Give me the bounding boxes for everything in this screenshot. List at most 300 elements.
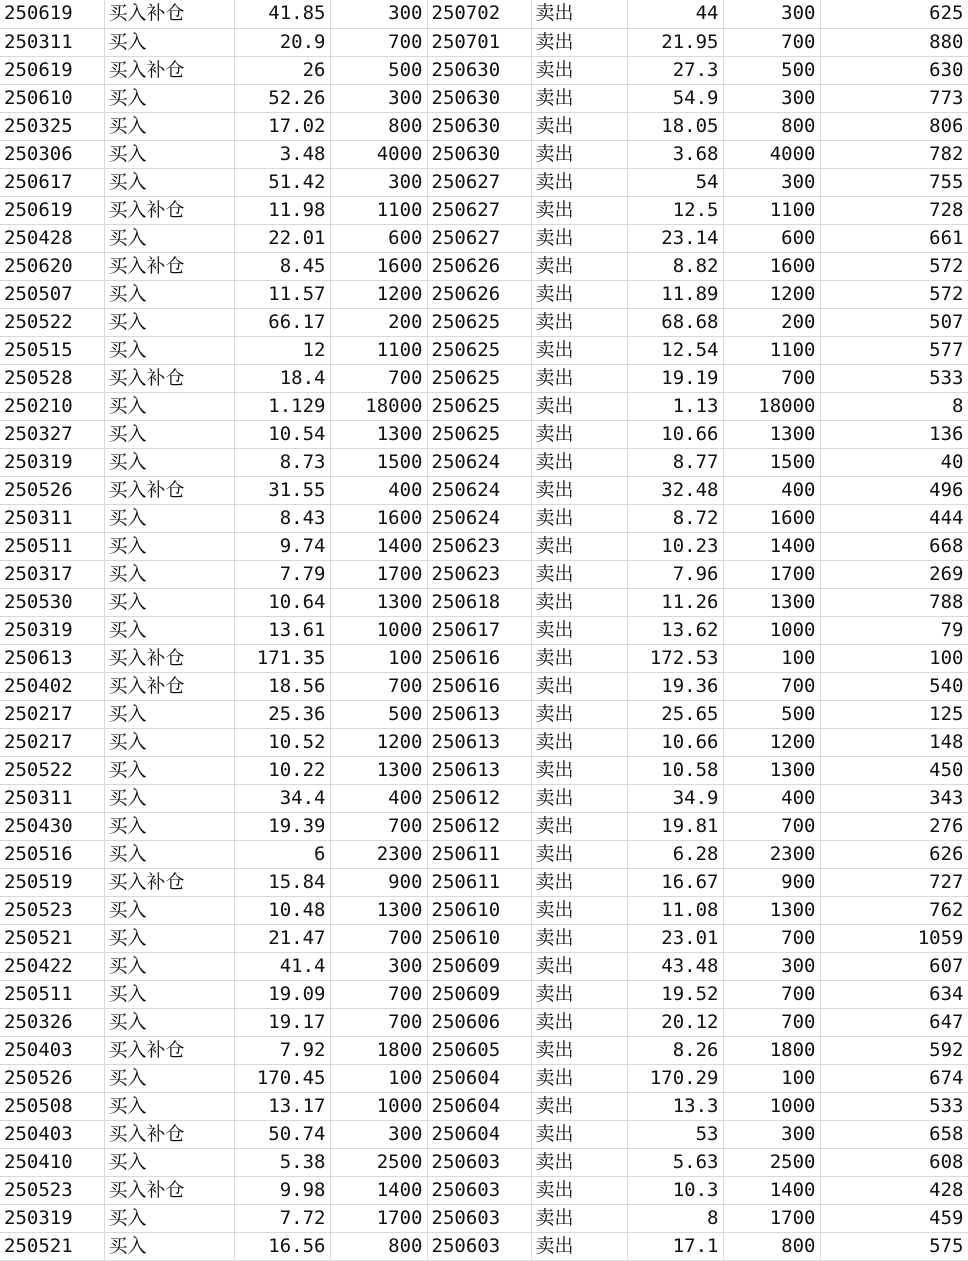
sell-action-cell[interactable]: 卖出 bbox=[531, 756, 627, 784]
sell-price-cell[interactable]: 20.12 bbox=[627, 1008, 723, 1036]
sell-quantity-cell[interactable]: 1400 bbox=[723, 1176, 820, 1204]
profit-cell[interactable]: 343 bbox=[820, 784, 968, 812]
profit-cell[interactable]: 450 bbox=[820, 756, 968, 784]
sell-price-cell[interactable]: 170.29 bbox=[627, 1064, 723, 1092]
sell-action-cell[interactable]: 卖出 bbox=[531, 364, 627, 392]
sell-date-cell[interactable]: 250623 bbox=[427, 560, 531, 588]
buy-quantity-cell[interactable]: 800 bbox=[330, 112, 427, 140]
sell-price-cell[interactable]: 172.53 bbox=[627, 644, 723, 672]
buy-price-cell[interactable]: 10.52 bbox=[234, 728, 330, 756]
sell-price-cell[interactable]: 23.14 bbox=[627, 224, 723, 252]
profit-cell[interactable]: 1059 bbox=[820, 924, 968, 952]
buy-quantity-cell[interactable]: 4000 bbox=[330, 140, 427, 168]
profit-cell[interactable]: 148 bbox=[820, 728, 968, 756]
sell-action-cell[interactable]: 卖出 bbox=[531, 280, 627, 308]
sell-quantity-cell[interactable]: 800 bbox=[723, 1232, 820, 1260]
buy-date-cell[interactable]: 250311 bbox=[0, 784, 104, 812]
profit-cell[interactable]: 788 bbox=[820, 588, 968, 616]
buy-price-cell[interactable]: 11.57 bbox=[234, 280, 330, 308]
buy-quantity-cell[interactable]: 400 bbox=[330, 784, 427, 812]
buy-date-cell[interactable]: 250217 bbox=[0, 728, 104, 756]
buy-action-cell[interactable]: 买入 bbox=[104, 84, 234, 112]
buy-date-cell[interactable]: 250619 bbox=[0, 0, 104, 28]
buy-date-cell[interactable]: 250516 bbox=[0, 840, 104, 868]
buy-action-cell[interactable]: 买入 bbox=[104, 588, 234, 616]
sell-date-cell[interactable]: 250625 bbox=[427, 392, 531, 420]
buy-quantity-cell[interactable]: 2300 bbox=[330, 840, 427, 868]
buy-action-cell[interactable]: 买入 bbox=[104, 420, 234, 448]
buy-quantity-cell[interactable]: 1500 bbox=[330, 448, 427, 476]
sell-action-cell[interactable]: 卖出 bbox=[531, 868, 627, 896]
buy-price-cell[interactable]: 10.54 bbox=[234, 420, 330, 448]
profit-cell[interactable]: 674 bbox=[820, 1064, 968, 1092]
sell-date-cell[interactable]: 250624 bbox=[427, 476, 531, 504]
sell-price-cell[interactable]: 11.26 bbox=[627, 588, 723, 616]
buy-action-cell[interactable]: 买入补仓 bbox=[104, 56, 234, 84]
sell-quantity-cell[interactable]: 1600 bbox=[723, 252, 820, 280]
profit-cell[interactable]: 540 bbox=[820, 672, 968, 700]
buy-date-cell[interactable]: 250217 bbox=[0, 700, 104, 728]
buy-date-cell[interactable]: 250619 bbox=[0, 196, 104, 224]
profit-cell[interactable]: 762 bbox=[820, 896, 968, 924]
sell-price-cell[interactable]: 12.54 bbox=[627, 336, 723, 364]
sell-quantity-cell[interactable]: 1300 bbox=[723, 420, 820, 448]
profit-cell[interactable]: 572 bbox=[820, 252, 968, 280]
sell-quantity-cell[interactable]: 400 bbox=[723, 476, 820, 504]
profit-cell[interactable]: 444 bbox=[820, 504, 968, 532]
buy-price-cell[interactable]: 13.17 bbox=[234, 1092, 330, 1120]
buy-date-cell[interactable]: 250326 bbox=[0, 1008, 104, 1036]
buy-quantity-cell[interactable]: 1400 bbox=[330, 532, 427, 560]
sell-price-cell[interactable]: 54.9 bbox=[627, 84, 723, 112]
sell-price-cell[interactable]: 27.3 bbox=[627, 56, 723, 84]
sell-price-cell[interactable]: 18.05 bbox=[627, 112, 723, 140]
buy-quantity-cell[interactable]: 1300 bbox=[330, 588, 427, 616]
sell-price-cell[interactable]: 10.23 bbox=[627, 532, 723, 560]
buy-price-cell[interactable]: 13.61 bbox=[234, 616, 330, 644]
sell-quantity-cell[interactable]: 200 bbox=[723, 308, 820, 336]
sell-price-cell[interactable]: 19.36 bbox=[627, 672, 723, 700]
sell-price-cell[interactable]: 16.67 bbox=[627, 868, 723, 896]
buy-price-cell[interactable]: 9.98 bbox=[234, 1176, 330, 1204]
buy-quantity-cell[interactable]: 1600 bbox=[330, 252, 427, 280]
buy-quantity-cell[interactable]: 100 bbox=[330, 644, 427, 672]
sell-date-cell[interactable]: 250605 bbox=[427, 1036, 531, 1064]
sell-action-cell[interactable]: 卖出 bbox=[531, 588, 627, 616]
buy-action-cell[interactable]: 买入 bbox=[104, 1232, 234, 1260]
buy-action-cell[interactable]: 买入 bbox=[104, 560, 234, 588]
sell-action-cell[interactable]: 卖出 bbox=[531, 28, 627, 56]
sell-action-cell[interactable]: 卖出 bbox=[531, 1064, 627, 1092]
buy-quantity-cell[interactable]: 700 bbox=[330, 980, 427, 1008]
sell-price-cell[interactable]: 11.89 bbox=[627, 280, 723, 308]
buy-quantity-cell[interactable]: 1200 bbox=[330, 728, 427, 756]
sell-quantity-cell[interactable]: 1200 bbox=[723, 280, 820, 308]
buy-date-cell[interactable]: 250523 bbox=[0, 896, 104, 924]
sell-date-cell[interactable]: 250603 bbox=[427, 1204, 531, 1232]
sell-quantity-cell[interactable]: 100 bbox=[723, 1064, 820, 1092]
sell-quantity-cell[interactable]: 1700 bbox=[723, 560, 820, 588]
sell-quantity-cell[interactable]: 1800 bbox=[723, 1036, 820, 1064]
buy-action-cell[interactable]: 买入 bbox=[104, 532, 234, 560]
sell-action-cell[interactable]: 卖出 bbox=[531, 504, 627, 532]
buy-date-cell[interactable]: 250526 bbox=[0, 1064, 104, 1092]
sell-date-cell[interactable]: 250606 bbox=[427, 1008, 531, 1036]
buy-date-cell[interactable]: 250210 bbox=[0, 392, 104, 420]
buy-action-cell[interactable]: 买入补仓 bbox=[104, 1176, 234, 1204]
sell-price-cell[interactable]: 11.08 bbox=[627, 896, 723, 924]
sell-action-cell[interactable]: 卖出 bbox=[531, 1036, 627, 1064]
buy-date-cell[interactable]: 250317 bbox=[0, 560, 104, 588]
buy-action-cell[interactable]: 买入补仓 bbox=[104, 1120, 234, 1148]
sell-action-cell[interactable]: 卖出 bbox=[531, 784, 627, 812]
sell-quantity-cell[interactable]: 300 bbox=[723, 84, 820, 112]
sell-action-cell[interactable]: 卖出 bbox=[531, 1232, 627, 1260]
buy-price-cell[interactable]: 41.85 bbox=[234, 0, 330, 28]
buy-price-cell[interactable]: 16.56 bbox=[234, 1232, 330, 1260]
sell-price-cell[interactable]: 34.9 bbox=[627, 784, 723, 812]
profit-cell[interactable]: 728 bbox=[820, 196, 968, 224]
sell-price-cell[interactable]: 12.5 bbox=[627, 196, 723, 224]
buy-action-cell[interactable]: 买入 bbox=[104, 700, 234, 728]
sell-quantity-cell[interactable]: 700 bbox=[723, 28, 820, 56]
sell-price-cell[interactable]: 19.19 bbox=[627, 364, 723, 392]
sell-date-cell[interactable]: 250630 bbox=[427, 84, 531, 112]
buy-quantity-cell[interactable]: 1700 bbox=[330, 1204, 427, 1232]
sell-date-cell[interactable]: 250604 bbox=[427, 1092, 531, 1120]
sell-date-cell[interactable]: 250612 bbox=[427, 784, 531, 812]
buy-date-cell[interactable]: 250306 bbox=[0, 140, 104, 168]
buy-price-cell[interactable]: 11.98 bbox=[234, 196, 330, 224]
buy-price-cell[interactable]: 52.26 bbox=[234, 84, 330, 112]
sell-quantity-cell[interactable]: 1600 bbox=[723, 504, 820, 532]
sell-date-cell[interactable]: 250623 bbox=[427, 532, 531, 560]
sell-quantity-cell[interactable]: 1000 bbox=[723, 616, 820, 644]
buy-action-cell[interactable]: 买入补仓 bbox=[104, 0, 234, 28]
sell-date-cell[interactable]: 250613 bbox=[427, 756, 531, 784]
buy-quantity-cell[interactable]: 2500 bbox=[330, 1148, 427, 1176]
buy-date-cell[interactable]: 250311 bbox=[0, 28, 104, 56]
buy-price-cell[interactable]: 25.36 bbox=[234, 700, 330, 728]
buy-action-cell[interactable]: 买入 bbox=[104, 840, 234, 868]
buy-action-cell[interactable]: 买入 bbox=[104, 784, 234, 812]
profit-cell[interactable]: 773 bbox=[820, 84, 968, 112]
buy-date-cell[interactable]: 250319 bbox=[0, 1204, 104, 1232]
profit-cell[interactable]: 125 bbox=[820, 700, 968, 728]
sell-date-cell[interactable]: 250702 bbox=[427, 0, 531, 28]
sell-action-cell[interactable]: 卖出 bbox=[531, 644, 627, 672]
profit-cell[interactable]: 79 bbox=[820, 616, 968, 644]
buy-date-cell[interactable]: 250402 bbox=[0, 672, 104, 700]
buy-action-cell[interactable]: 买入补仓 bbox=[104, 1036, 234, 1064]
sell-action-cell[interactable]: 卖出 bbox=[531, 336, 627, 364]
buy-date-cell[interactable]: 250620 bbox=[0, 252, 104, 280]
buy-date-cell[interactable]: 250617 bbox=[0, 168, 104, 196]
profit-cell[interactable]: 634 bbox=[820, 980, 968, 1008]
buy-price-cell[interactable]: 10.48 bbox=[234, 896, 330, 924]
sell-quantity-cell[interactable]: 300 bbox=[723, 0, 820, 28]
sell-price-cell[interactable]: 44 bbox=[627, 0, 723, 28]
buy-quantity-cell[interactable]: 300 bbox=[330, 84, 427, 112]
sell-price-cell[interactable]: 32.48 bbox=[627, 476, 723, 504]
profit-cell[interactable]: 572 bbox=[820, 280, 968, 308]
buy-action-cell[interactable]: 买入 bbox=[104, 1008, 234, 1036]
sell-price-cell[interactable]: 19.81 bbox=[627, 812, 723, 840]
profit-cell[interactable]: 625 bbox=[820, 0, 968, 28]
sell-price-cell[interactable]: 13.3 bbox=[627, 1092, 723, 1120]
buy-price-cell[interactable]: 8.73 bbox=[234, 448, 330, 476]
sell-date-cell[interactable]: 250626 bbox=[427, 280, 531, 308]
profit-cell[interactable]: 276 bbox=[820, 812, 968, 840]
buy-date-cell[interactable]: 250522 bbox=[0, 308, 104, 336]
buy-price-cell[interactable]: 8.43 bbox=[234, 504, 330, 532]
sell-action-cell[interactable]: 卖出 bbox=[531, 84, 627, 112]
buy-action-cell[interactable]: 买入补仓 bbox=[104, 868, 234, 896]
sell-quantity-cell[interactable]: 1700 bbox=[723, 1204, 820, 1232]
buy-action-cell[interactable]: 买入 bbox=[104, 1204, 234, 1232]
buy-action-cell[interactable]: 买入 bbox=[104, 812, 234, 840]
buy-action-cell[interactable]: 买入 bbox=[104, 224, 234, 252]
sell-date-cell[interactable]: 250616 bbox=[427, 672, 531, 700]
sell-price-cell[interactable]: 8.77 bbox=[627, 448, 723, 476]
sell-action-cell[interactable]: 卖出 bbox=[531, 1008, 627, 1036]
buy-quantity-cell[interactable]: 1000 bbox=[330, 616, 427, 644]
sell-action-cell[interactable]: 卖出 bbox=[531, 1092, 627, 1120]
buy-quantity-cell[interactable]: 1800 bbox=[330, 1036, 427, 1064]
buy-price-cell[interactable]: 20.9 bbox=[234, 28, 330, 56]
sell-quantity-cell[interactable]: 700 bbox=[723, 364, 820, 392]
sell-quantity-cell[interactable]: 100 bbox=[723, 644, 820, 672]
sell-quantity-cell[interactable]: 1300 bbox=[723, 588, 820, 616]
buy-date-cell[interactable]: 250610 bbox=[0, 84, 104, 112]
buy-price-cell[interactable]: 18.4 bbox=[234, 364, 330, 392]
sell-quantity-cell[interactable]: 1000 bbox=[723, 1092, 820, 1120]
profit-cell[interactable]: 136 bbox=[820, 420, 968, 448]
sell-price-cell[interactable]: 53 bbox=[627, 1120, 723, 1148]
sell-price-cell[interactable]: 8.72 bbox=[627, 504, 723, 532]
sell-date-cell[interactable]: 250612 bbox=[427, 812, 531, 840]
buy-price-cell[interactable]: 21.47 bbox=[234, 924, 330, 952]
sell-date-cell[interactable]: 250617 bbox=[427, 616, 531, 644]
profit-cell[interactable]: 100 bbox=[820, 644, 968, 672]
buy-price-cell[interactable]: 34.4 bbox=[234, 784, 330, 812]
buy-action-cell[interactable]: 买入 bbox=[104, 112, 234, 140]
sell-date-cell[interactable]: 250609 bbox=[427, 952, 531, 980]
buy-action-cell[interactable]: 买入补仓 bbox=[104, 196, 234, 224]
sell-date-cell[interactable]: 250627 bbox=[427, 224, 531, 252]
sell-quantity-cell[interactable]: 1500 bbox=[723, 448, 820, 476]
buy-date-cell[interactable]: 250526 bbox=[0, 476, 104, 504]
buy-date-cell[interactable]: 250403 bbox=[0, 1120, 104, 1148]
sell-price-cell[interactable]: 25.65 bbox=[627, 700, 723, 728]
buy-date-cell[interactable]: 250422 bbox=[0, 952, 104, 980]
sell-date-cell[interactable]: 250625 bbox=[427, 308, 531, 336]
sell-action-cell[interactable]: 卖出 bbox=[531, 168, 627, 196]
sell-quantity-cell[interactable]: 300 bbox=[723, 952, 820, 980]
buy-quantity-cell[interactable]: 1200 bbox=[330, 280, 427, 308]
buy-date-cell[interactable]: 250327 bbox=[0, 420, 104, 448]
buy-date-cell[interactable]: 250511 bbox=[0, 532, 104, 560]
sell-action-cell[interactable]: 卖出 bbox=[531, 728, 627, 756]
buy-date-cell[interactable]: 250319 bbox=[0, 616, 104, 644]
sell-price-cell[interactable]: 6.28 bbox=[627, 840, 723, 868]
buy-date-cell[interactable]: 250428 bbox=[0, 224, 104, 252]
sell-price-cell[interactable]: 3.68 bbox=[627, 140, 723, 168]
sell-price-cell[interactable]: 54 bbox=[627, 168, 723, 196]
profit-cell[interactable]: 647 bbox=[820, 1008, 968, 1036]
buy-action-cell[interactable]: 买入 bbox=[104, 952, 234, 980]
buy-action-cell[interactable]: 买入补仓 bbox=[104, 644, 234, 672]
buy-price-cell[interactable]: 170.45 bbox=[234, 1064, 330, 1092]
profit-cell[interactable]: 727 bbox=[820, 868, 968, 896]
buy-price-cell[interactable]: 10.64 bbox=[234, 588, 330, 616]
buy-action-cell[interactable]: 买入 bbox=[104, 924, 234, 952]
buy-price-cell[interactable]: 15.84 bbox=[234, 868, 330, 896]
sell-date-cell[interactable]: 250624 bbox=[427, 504, 531, 532]
sell-action-cell[interactable]: 卖出 bbox=[531, 448, 627, 476]
sell-action-cell[interactable]: 卖出 bbox=[531, 392, 627, 420]
buy-price-cell[interactable]: 7.72 bbox=[234, 1204, 330, 1232]
sell-action-cell[interactable]: 卖出 bbox=[531, 0, 627, 28]
sell-quantity-cell[interactable]: 700 bbox=[723, 1008, 820, 1036]
buy-quantity-cell[interactable]: 700 bbox=[330, 924, 427, 952]
profit-cell[interactable]: 630 bbox=[820, 56, 968, 84]
buy-action-cell[interactable]: 买入 bbox=[104, 168, 234, 196]
buy-quantity-cell[interactable]: 800 bbox=[330, 1232, 427, 1260]
buy-date-cell[interactable]: 250530 bbox=[0, 588, 104, 616]
profit-cell[interactable]: 607 bbox=[820, 952, 968, 980]
sell-quantity-cell[interactable]: 300 bbox=[723, 1120, 820, 1148]
buy-quantity-cell[interactable]: 400 bbox=[330, 476, 427, 504]
buy-action-cell[interactable]: 买入补仓 bbox=[104, 476, 234, 504]
sell-price-cell[interactable]: 10.66 bbox=[627, 728, 723, 756]
sell-date-cell[interactable]: 250626 bbox=[427, 252, 531, 280]
sell-date-cell[interactable]: 250603 bbox=[427, 1176, 531, 1204]
profit-cell[interactable]: 428 bbox=[820, 1176, 968, 1204]
buy-price-cell[interactable]: 7.92 bbox=[234, 1036, 330, 1064]
buy-date-cell[interactable]: 250521 bbox=[0, 924, 104, 952]
sell-action-cell[interactable]: 卖出 bbox=[531, 252, 627, 280]
buy-quantity-cell[interactable]: 1300 bbox=[330, 420, 427, 448]
sell-price-cell[interactable]: 7.96 bbox=[627, 560, 723, 588]
sell-action-cell[interactable]: 卖出 bbox=[531, 1148, 627, 1176]
sell-quantity-cell[interactable]: 800 bbox=[723, 112, 820, 140]
sell-price-cell[interactable]: 21.95 bbox=[627, 28, 723, 56]
sell-action-cell[interactable]: 卖出 bbox=[531, 840, 627, 868]
buy-action-cell[interactable]: 买入 bbox=[104, 448, 234, 476]
sell-action-cell[interactable]: 卖出 bbox=[531, 924, 627, 952]
buy-price-cell[interactable]: 19.17 bbox=[234, 1008, 330, 1036]
buy-date-cell[interactable]: 250325 bbox=[0, 112, 104, 140]
profit-cell[interactable]: 661 bbox=[820, 224, 968, 252]
buy-quantity-cell[interactable]: 1700 bbox=[330, 560, 427, 588]
buy-price-cell[interactable]: 7.79 bbox=[234, 560, 330, 588]
buy-date-cell[interactable]: 250519 bbox=[0, 868, 104, 896]
sell-action-cell[interactable]: 卖出 bbox=[531, 224, 627, 252]
sell-date-cell[interactable]: 250613 bbox=[427, 728, 531, 756]
sell-price-cell[interactable]: 8.82 bbox=[627, 252, 723, 280]
profit-cell[interactable]: 880 bbox=[820, 28, 968, 56]
buy-date-cell[interactable]: 250410 bbox=[0, 1148, 104, 1176]
profit-cell[interactable]: 507 bbox=[820, 308, 968, 336]
buy-price-cell[interactable]: 26 bbox=[234, 56, 330, 84]
buy-date-cell[interactable]: 250521 bbox=[0, 1232, 104, 1260]
sell-quantity-cell[interactable]: 1200 bbox=[723, 728, 820, 756]
buy-price-cell[interactable]: 6 bbox=[234, 840, 330, 868]
sell-action-cell[interactable]: 卖出 bbox=[531, 112, 627, 140]
buy-quantity-cell[interactable]: 600 bbox=[330, 224, 427, 252]
sell-quantity-cell[interactable]: 1100 bbox=[723, 336, 820, 364]
sell-quantity-cell[interactable]: 700 bbox=[723, 672, 820, 700]
buy-date-cell[interactable]: 250430 bbox=[0, 812, 104, 840]
buy-quantity-cell[interactable]: 900 bbox=[330, 868, 427, 896]
buy-price-cell[interactable]: 22.01 bbox=[234, 224, 330, 252]
buy-price-cell[interactable]: 17.02 bbox=[234, 112, 330, 140]
sell-quantity-cell[interactable]: 1300 bbox=[723, 756, 820, 784]
buy-quantity-cell[interactable]: 1600 bbox=[330, 504, 427, 532]
sell-date-cell[interactable]: 250611 bbox=[427, 840, 531, 868]
sell-quantity-cell[interactable]: 500 bbox=[723, 56, 820, 84]
sell-quantity-cell[interactable]: 1100 bbox=[723, 196, 820, 224]
buy-quantity-cell[interactable]: 700 bbox=[330, 28, 427, 56]
sell-date-cell[interactable]: 250609 bbox=[427, 980, 531, 1008]
sell-quantity-cell[interactable]: 1400 bbox=[723, 532, 820, 560]
sell-quantity-cell[interactable]: 900 bbox=[723, 868, 820, 896]
sell-price-cell[interactable]: 10.66 bbox=[627, 420, 723, 448]
buy-quantity-cell[interactable]: 1100 bbox=[330, 196, 427, 224]
buy-date-cell[interactable]: 250515 bbox=[0, 336, 104, 364]
buy-action-cell[interactable]: 买入 bbox=[104, 28, 234, 56]
sell-price-cell[interactable]: 10.3 bbox=[627, 1176, 723, 1204]
buy-quantity-cell[interactable]: 100 bbox=[330, 1064, 427, 1092]
buy-action-cell[interactable]: 买入 bbox=[104, 980, 234, 1008]
buy-action-cell[interactable]: 买入 bbox=[104, 504, 234, 532]
sell-date-cell[interactable]: 250603 bbox=[427, 1148, 531, 1176]
buy-action-cell[interactable]: 买入 bbox=[104, 756, 234, 784]
sell-price-cell[interactable]: 17.1 bbox=[627, 1232, 723, 1260]
sell-action-cell[interactable]: 卖出 bbox=[531, 616, 627, 644]
sell-quantity-cell[interactable]: 600 bbox=[723, 224, 820, 252]
buy-date-cell[interactable]: 250523 bbox=[0, 1176, 104, 1204]
buy-price-cell[interactable]: 66.17 bbox=[234, 308, 330, 336]
sell-date-cell[interactable]: 250624 bbox=[427, 448, 531, 476]
buy-quantity-cell[interactable]: 18000 bbox=[330, 392, 427, 420]
sell-action-cell[interactable]: 卖出 bbox=[531, 812, 627, 840]
sell-action-cell[interactable]: 卖出 bbox=[531, 1176, 627, 1204]
buy-price-cell[interactable]: 171.35 bbox=[234, 644, 330, 672]
buy-action-cell[interactable]: 买入 bbox=[104, 616, 234, 644]
sell-action-cell[interactable]: 卖出 bbox=[531, 560, 627, 588]
sell-action-cell[interactable]: 卖出 bbox=[531, 980, 627, 1008]
buy-quantity-cell[interactable]: 700 bbox=[330, 1008, 427, 1036]
sell-action-cell[interactable]: 卖出 bbox=[531, 1204, 627, 1232]
sell-quantity-cell[interactable]: 2300 bbox=[723, 840, 820, 868]
sell-price-cell[interactable]: 23.01 bbox=[627, 924, 723, 952]
buy-action-cell[interactable]: 买入 bbox=[104, 336, 234, 364]
buy-date-cell[interactable]: 250522 bbox=[0, 756, 104, 784]
profit-cell[interactable]: 459 bbox=[820, 1204, 968, 1232]
sell-date-cell[interactable]: 250604 bbox=[427, 1120, 531, 1148]
buy-date-cell[interactable]: 250507 bbox=[0, 280, 104, 308]
buy-action-cell[interactable]: 买入 bbox=[104, 1148, 234, 1176]
profit-cell[interactable]: 806 bbox=[820, 112, 968, 140]
sell-date-cell[interactable]: 250627 bbox=[427, 168, 531, 196]
buy-price-cell[interactable]: 5.38 bbox=[234, 1148, 330, 1176]
buy-quantity-cell[interactable]: 1000 bbox=[330, 1092, 427, 1120]
buy-date-cell[interactable]: 250319 bbox=[0, 448, 104, 476]
sell-quantity-cell[interactable]: 1300 bbox=[723, 896, 820, 924]
profit-cell[interactable]: 608 bbox=[820, 1148, 968, 1176]
